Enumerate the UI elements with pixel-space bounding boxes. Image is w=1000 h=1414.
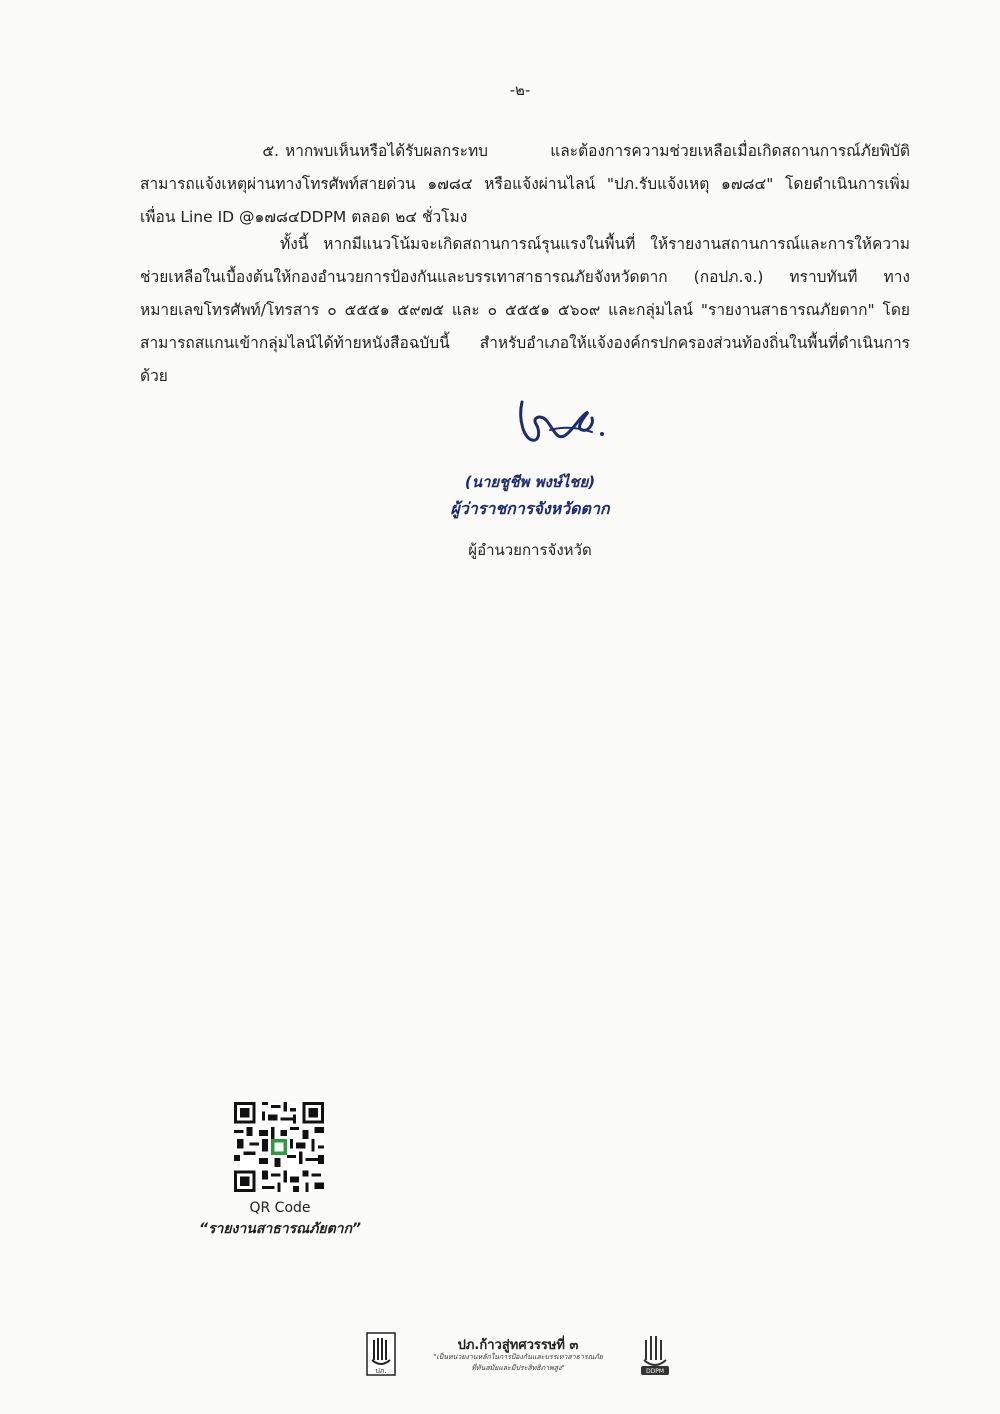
footer-title: ปภ.ก้าวสู่ทศวรรษที่ ๓ — [457, 1338, 579, 1353]
handwritten-signature — [510, 390, 610, 450]
ddpm-hand-logo — [638, 1330, 672, 1376]
signatory-title: ผู้ว่าราชการจังหวัดตาก — [450, 499, 610, 518]
footer-slogan-line1: "เป็นหน่วยงานหลักในการป้องกันและบรรเทาสาธารณภัย — [433, 1353, 603, 1361]
qr-caption-label: QR Code — [249, 1200, 311, 1216]
ddpm-seal-logo — [366, 1332, 396, 1376]
left-logo-text: ปภ. — [375, 1367, 387, 1375]
paragraph-hotline — [140, 135, 910, 234]
qr-code — [234, 1102, 324, 1192]
signatory-role: ผู้อำนวยการจังหวัด — [468, 541, 592, 559]
signatory-name: (นายชูชีพ พงษ์ไชย) — [464, 473, 596, 491]
page-number: -๒- — [509, 81, 531, 99]
right-logo-text: DDPM — [645, 1368, 665, 1375]
paragraph-hotline-text: หากพบเห็นหรือได้รับผลกระทบ และต้องการความช่วยเหลือเมื่อเกิดสถานการณ์ภัยพิบัติ สามารถแจ้งเหตุผ่านทางโทรศัพท์สายด่วน ๑๗๘๔ หรือแจ้งผ่านไลน์ "ปภ.รับแจ้งเหตุ ๑๗๘๔" โดยดำเนินการเพิ่มเพื่อน Line ID @๑๗๘๔DDPM ตลอด ๒๔ ชั่วโมง — [140, 142, 910, 226]
qr-caption-group-name: “รายงานสาธารณภัยตาก” — [198, 1221, 362, 1237]
paragraph-report-text: ทั้งนี้ หากมีแนวโน้มจะเกิดสถานการณ์รุนแรงในพื้นที่ ให้รายงานสถานการณ์และการให้ความช่วยเหลือในเบื้องต้นให้กองอำนวยการป้องกันและบรรเทาสาธารณภัยจังหวัดตาก (กอปภ.จ.) ทราบทันที ทางหมายเลขโทรศัพท์/โทรสาร ๐ ๕๕๕๑ ๕๙๗๕ และ ๐ ๕๕๕๑ ๕๖๐๙ และกลุ่มไลน์ "รายงานสาธารณภัยตาก" โดยสามารถสแกนเข้ากลุ่มไลน์ได้ท้ายหนังสือฉบับนี้ สำหรับอำเภอให้แจ้งองค์กรปกครองส่วนท้องถิ่นในพื้นที่ดำเนินการด้วย — [140, 235, 910, 385]
paragraph-number: ๕. — [262, 142, 279, 160]
footer-slogan-line2: ที่ทันสมัยและมีประสิทธิภาพสูง" — [471, 1364, 565, 1372]
paragraph-report — [140, 228, 910, 393]
